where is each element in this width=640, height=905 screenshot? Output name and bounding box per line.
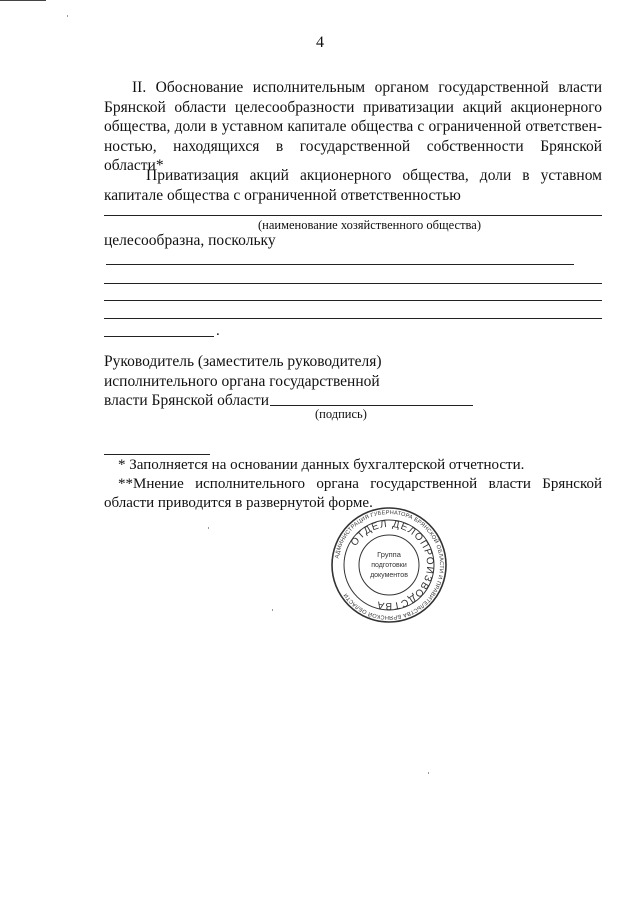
signature-caption: (подпись) — [315, 407, 367, 421]
signature-line — [270, 405, 473, 406]
top-edge-mark — [0, 0, 46, 1]
section-title: II. Обоснование исполнительным органом государственной власти Брянской области целесообразности приватизации акций акционерного общества, доли в уставном капитале общества с ограниченной ответствен-ностью, находящихся в государственной собственности Брянской области* — [104, 79, 602, 174]
signer-title-line-2: исполнительного органа государственной — [104, 372, 380, 390]
scan-speck — [428, 772, 429, 774]
company-name-line — [104, 215, 602, 216]
reason-line-5 — [104, 336, 214, 337]
reason-line-1 — [106, 264, 574, 265]
company-name-caption: (наименование хозяйственного общества) — [258, 218, 481, 232]
reason-label: целесообразна, поскольку — [104, 232, 276, 249]
stamp-outer-text: АДМИНИСТРАЦИЯ ГУБЕРНАТОРА БРЯНСКОЙ ОБЛАСТИ И ПРАВИТЕЛЬСТВА БРЯНСКОЙ ОБЛАСТИ — [334, 509, 445, 621]
scan-speck — [272, 609, 273, 611]
footnote-2: **Мнение исполнительного органа государственной власти Брянской области приводится в развернутой форме. — [104, 476, 602, 511]
footnote-separator — [104, 454, 210, 455]
privatization-intro: Приватизация акций акционерного общества, доли в уставном капитале общества с ограниченной ответственностью — [104, 167, 602, 204]
signature-block — [104, 352, 382, 411]
office-stamp — [330, 506, 448, 624]
stamp-center-line-2: подготовки — [371, 562, 407, 569]
footnote-1: * Заполняется на основании данных бухгалтерской отчетности. — [118, 457, 525, 473]
reason-end-mark: . — [216, 323, 220, 339]
stamp-center-line-3: документов — [370, 572, 408, 579]
signer-title-line-1: Руководитель (заместитель руководителя) — [104, 353, 382, 370]
stamp-ring-text: ОТДЕЛ ДЕЛОПРОИЗВОДСТВА — [348, 518, 436, 612]
reason-line-3 — [104, 300, 602, 301]
signer-title-line-3: власти Брянской области — [104, 392, 269, 409]
reason-line-2 — [104, 283, 602, 284]
page-number: 4 — [316, 34, 324, 51]
stamp-center-line-1: Группа — [377, 550, 401, 559]
scan-speck — [208, 527, 209, 529]
scan-speck — [67, 15, 68, 17]
reason-line-4 — [104, 318, 602, 319]
